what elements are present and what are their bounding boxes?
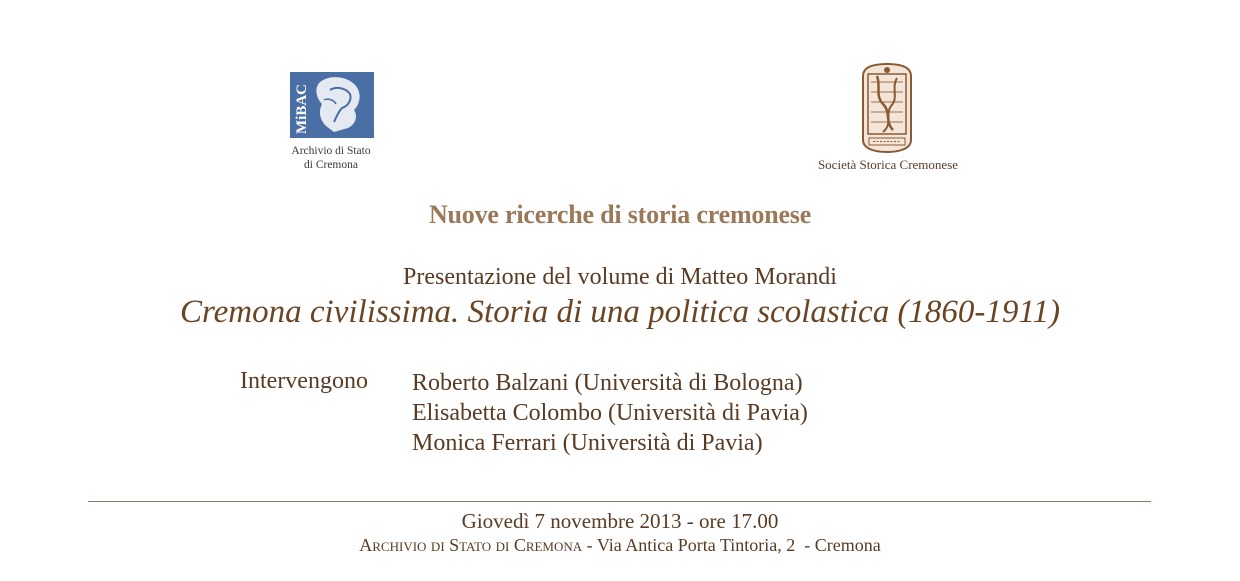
- series-title: Nuove ricerche di storia cremonese: [428, 200, 812, 229]
- heraldic-seal-logo-icon: [857, 62, 917, 154]
- venue-name: Archivio di Stato di Cremona: [359, 535, 583, 555]
- societa-logo-caption: Società Storica Cremonese: [817, 157, 959, 172]
- speaker-item: Monica Ferrari (Università di Pavia): [412, 430, 763, 456]
- societa-storica-cremonese-logo: [800, 62, 976, 182]
- event-date: Giovedì 7 novembre 2013 - ore 17.00: [461, 509, 779, 533]
- presentation-line: Presentazione del volume di Matteo Morandi: [403, 264, 837, 290]
- event-venue: [0, 535, 1240, 556]
- book-title: Cremona civilissima. Storia di una politica scolastica (1860-1911): [180, 294, 1060, 330]
- venue-address: - Via Antica Porta Tintoria, 2 - Cremona: [582, 535, 881, 555]
- speaker-item: Elisabetta Colombo (Università di Pavia): [412, 400, 808, 426]
- archivio-di-stato-logo: [284, 72, 384, 182]
- mibac-wordmark: MiBAC: [294, 84, 310, 134]
- speakers-list: [412, 368, 808, 458]
- speakers-label: Intervengono: [240, 368, 368, 394]
- archivio-logo-caption: Archivio di Stato di Cremona: [291, 145, 371, 171]
- mibac-profile-logo-icon: [290, 72, 374, 138]
- divider: [88, 501, 1151, 502]
- speaker-item: Roberto Balzani (Università di Bologna): [412, 370, 803, 396]
